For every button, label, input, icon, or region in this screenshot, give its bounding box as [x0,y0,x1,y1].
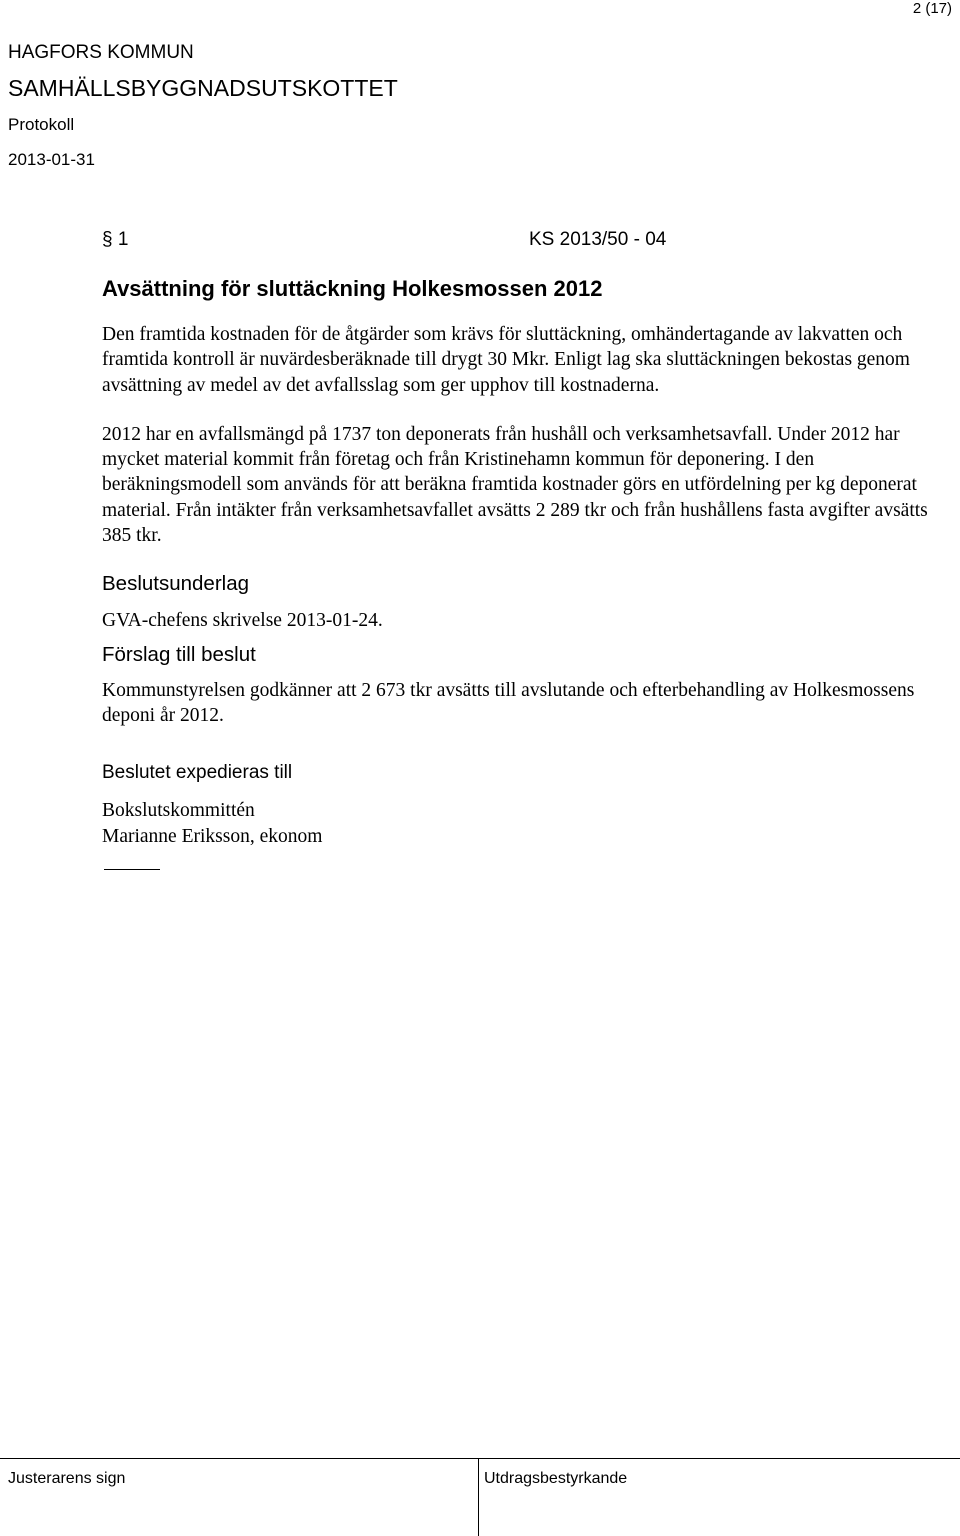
beslutsunderlag-heading: Beslutsunderlag [102,572,250,596]
committee-name: SAMHÄLLSBYGGNADSUTSKOTTET [8,75,398,101]
justerarens-sign-label: Justerarens sign [8,1470,126,1487]
protocol-section [102,226,940,870]
page-number: 2 (17) [912,0,952,17]
body-paragraph-2: 2012 har en avfallsmängd på 1737 ton deponerats från hushåll och verksamhetsavfall. Under 2012 har mycket material kommit från företag och från Kristinehamn kommun för deponering. I den beräkningsmodell som används för att beräkna framtida kostnader görs en utfördelning per kg deponerat material. Från intäkter från verksamhetsavfallet avsätts 2 289 tkr och från hushållens fasta avgifter avsätts 385 tkr. [102,423,928,547]
expedieras-heading: Beslutet expedieras till [102,762,293,784]
protocol-date: 2013-01-31 [8,150,95,169]
case-line [102,226,940,254]
recipient-list [102,798,940,849]
recipient-1: Bokslutskommittén [102,800,255,822]
case-reference: KS 2013/50 - 04 [529,229,667,250]
body-paragraph-1: Den framtida kostnaden för de åtgärder som krävs för sluttäckning, omhändertagande av lakvatten och framtida kontroll är nuvärdesberäknade till drygt 30 Mkr. Enligt lag ska sluttäckningen bekostas genom avsättning av medel av det avfallsslag som ger upphov till kostnaderna. [102,324,910,396]
organization-name: HAGFORS KOMMUN [8,42,194,63]
beslutsunderlag-text: GVA-chefens skrivelse 2013-01-24. [102,610,383,632]
footer-signature-box [0,1458,960,1536]
section-number: § 1 [102,229,129,250]
document-type: Protokoll [8,115,75,134]
recipient-2: Marianne Eriksson, ekonom [102,825,323,847]
forslag-heading: Förslag till beslut [102,642,256,666]
footer-divider [478,1459,479,1536]
section-title: Avsättning för sluttäckning Holkesmossen 2012 [102,276,603,301]
end-rule [104,869,160,870]
forslag-text: Kommunstyrelsen godkänner att 2 673 tkr avsätts till avslutande och efterbehandling av Holkesmossens deponi år 2012. [102,679,915,726]
utdragsbestyrkande-label: Utdragsbestyrkande [484,1470,628,1487]
